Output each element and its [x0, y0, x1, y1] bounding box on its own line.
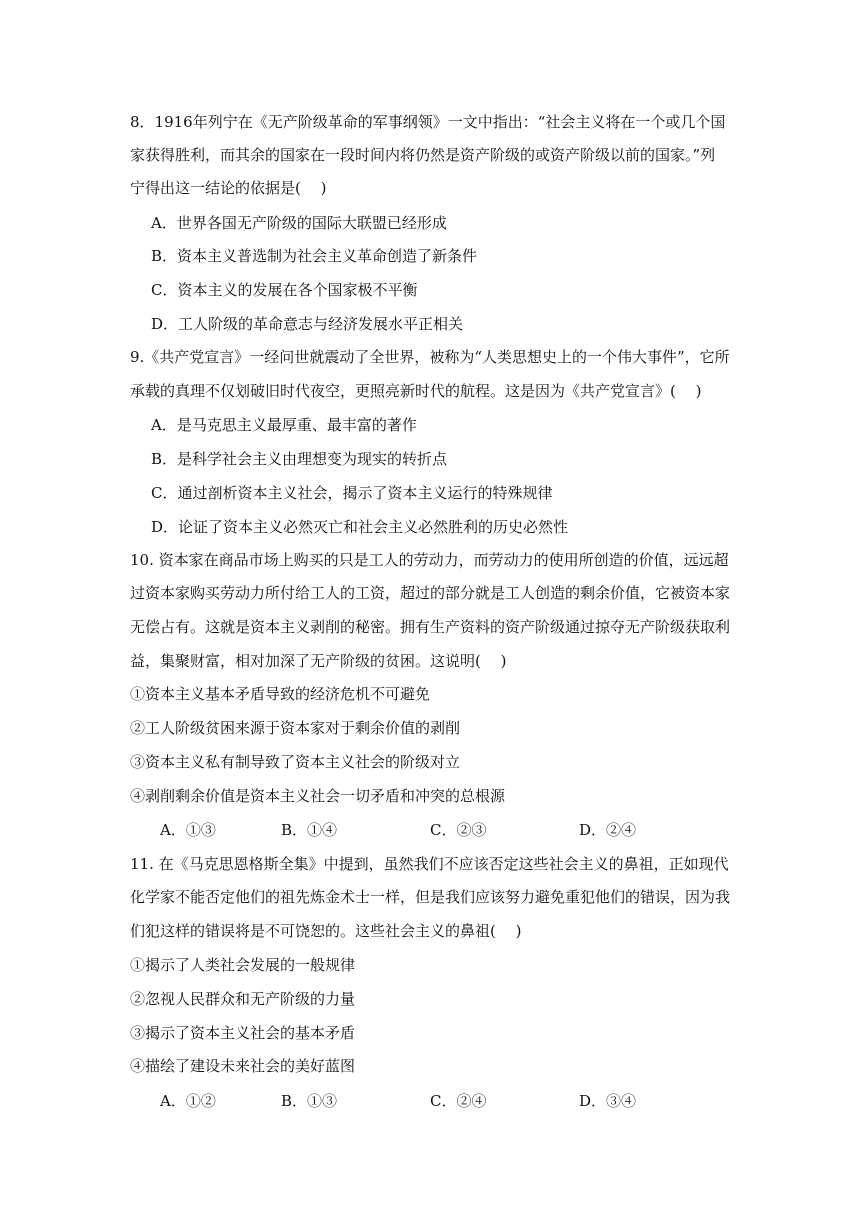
question-11-statement-3: ③揭示了资本主义社会的基本矛盾 — [130, 1024, 356, 1042]
question-10-choice-c: C．②③ — [430, 821, 487, 839]
question-8-option-a: A．世界各国无产阶级的国际大联盟已经形成 — [151, 214, 447, 232]
question-10-stem-line-4: 益，集聚财富，相对加深了无产阶级的贫困。这说明( ) — [130, 652, 507, 670]
question-8-stem-line-3: 宁得出这一结论的依据是( ) — [130, 179, 327, 197]
question-10-choice-d: D．②④ — [579, 821, 637, 839]
question-10-statement-1: ①资本主义基本矛盾导致的经济危机不可避免 — [130, 685, 431, 703]
question-9-option-a: A．是马克思主义最厚重、最丰富的著作 — [151, 416, 417, 434]
question-8-option-b: B．资本主义普选制为社会主义革命创造了新条件 — [151, 247, 478, 265]
question-8-option-c: C．资本主义的发展在各个国家极不平衡 — [151, 281, 418, 299]
question-11-choice-a: A．①② — [160, 1092, 216, 1110]
question-8-option-d: D．工人阶级的革命意志与经济发展水平正相关 — [151, 315, 464, 333]
question-11-choice-c: C．②④ — [430, 1092, 487, 1110]
question-11-statement-1: ①揭示了人类社会发展的一般规律 — [130, 956, 356, 974]
question-10-statement-2: ②工人阶级贫困来源于资本家对于剩余价值的剥削 — [130, 719, 461, 737]
question-10-stem-line-2: 过资本家购买劳动力所付给工人的工资，超过的部分就是工人创造的剩余价值，它被资本家 — [130, 584, 731, 602]
question-11-stem-line-3: 们犯这样的错误将是不可饶恕的。这些社会主义的鼻祖( ) — [130, 922, 522, 940]
question-8-stem-line-2: 家获得胜利，而其余的国家在一段时间内将仍然是资产阶级的或资产阶级以前的国家。”列 — [130, 146, 716, 164]
question-9-option-b: B．是科学社会主义由理想变为现实的转折点 — [151, 450, 448, 468]
question-9-stem-line-2: 承载的真理不仅划破旧时代夜空，更照亮新时代的航程。这是因为《共产党宣言》( ) — [130, 382, 702, 400]
question-11-choice-b: B．①③ — [281, 1092, 338, 1110]
question-10-stem-line-1: 10. 资本家在商品市场上购买的只是工人的劳动力，而劳动力的使用所创造的价值，远远超 — [130, 551, 729, 569]
question-9-stem-line-1: 9.《共产党宣言》一经问世就震动了全世界，被称为“人类思想史上的一个伟大事件”，它所 — [130, 348, 730, 366]
question-11-stem-line-2: 化学家不能否定他们的祖先炼金术士一样，但是我们应该努力避免重犯他们的错误，因为我 — [130, 888, 731, 906]
question-10-choice-b: B．①④ — [281, 821, 338, 839]
question-10-statement-3: ③资本主义私有制导致了资本主义社会的阶级对立 — [130, 753, 461, 771]
question-10-stem-line-3: 无偿占有。这就是资本主义剥削的秘密。拥有生产资料的资产阶级通过掠夺无产阶级获取利 — [130, 618, 731, 636]
question-11-stem-line-1: 11. 在《马克思恩格斯全集》中提到，虽然我们不应该否定这些社会主义的鼻祖，正如现代 — [130, 855, 729, 873]
question-11-statement-4: ④描绘了建设未来社会的美好蓝图 — [130, 1057, 356, 1075]
question-9-option-d: D．论证了资本主义必然灭亡和社会主义必然胜利的历史必然性 — [151, 518, 569, 536]
question-11-choice-d: D．③④ — [579, 1092, 637, 1110]
question-11-statement-2: ②忽视人民群众和无产阶级的力量 — [130, 990, 356, 1008]
question-10-choice-a: A．①③ — [160, 821, 216, 839]
question-10-statement-4: ④剥削剩余价值是资本主义社会一切矛盾和冲突的总根源 — [130, 787, 506, 805]
question-8-stem-line-1: 8．1916年列宁在《无产阶级革命的军事纲领》一文中指出：“社会主义将在一个或几个国 — [130, 113, 726, 131]
question-9-option-c: C．通过剖析资本主义社会，揭示了资本主义运行的特殊规律 — [151, 484, 553, 502]
